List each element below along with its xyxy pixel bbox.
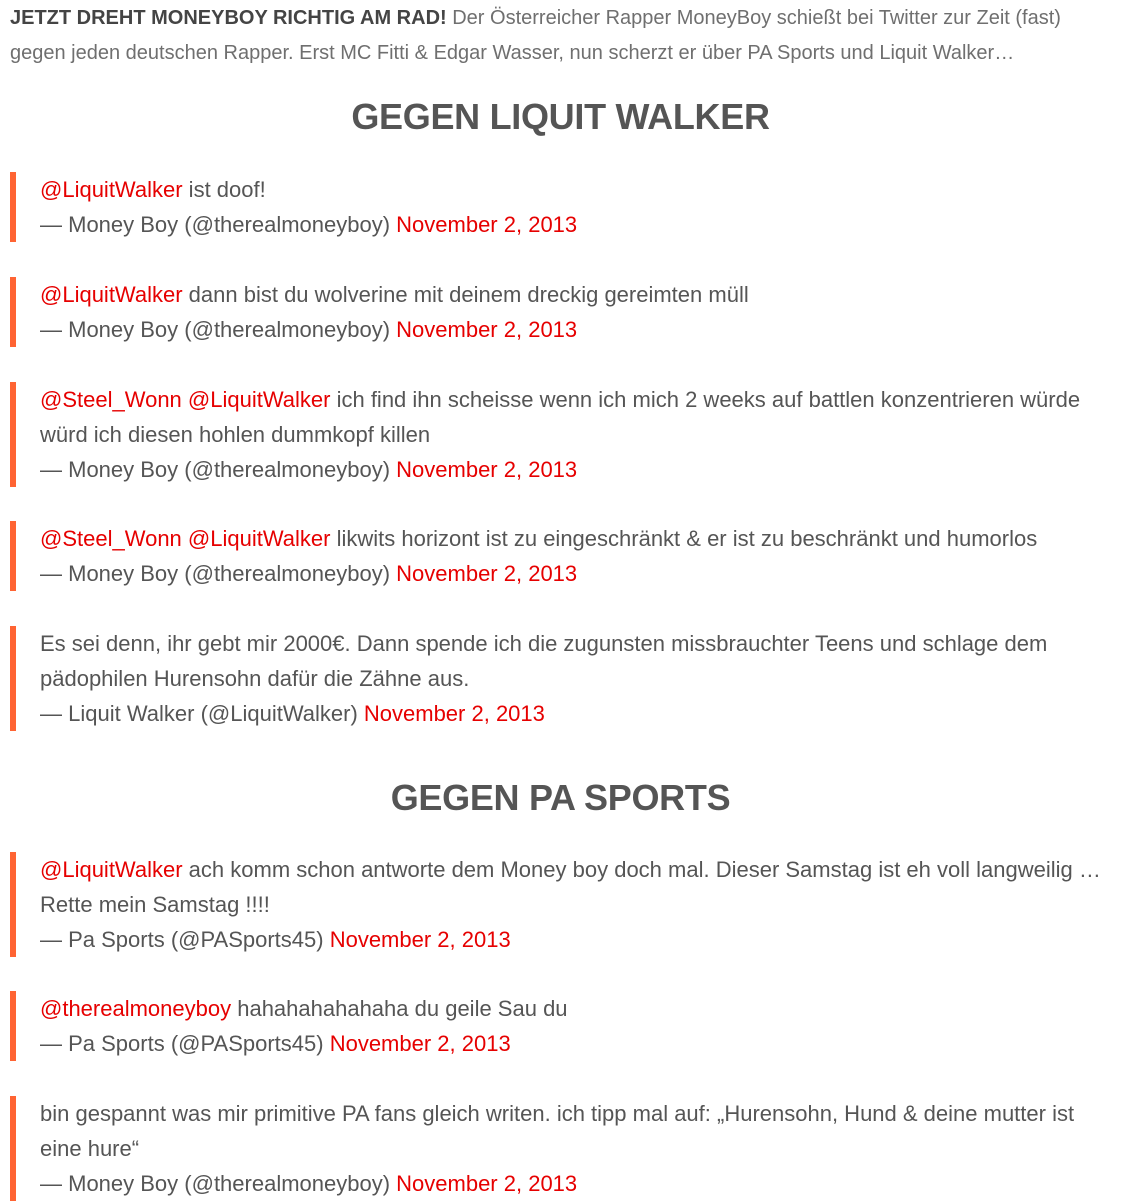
tweet-attribution [40, 207, 1115, 242]
tweet-text: ach komm schon antworte dem Money boy doch mal. Dieser Samstag ist eh voll langweilig … Rette mein Samstag !!!! [40, 857, 1101, 917]
tweet-date-link[interactable]: November 2, 2013 [329, 1031, 511, 1056]
section-heading-pa-sports: GEGEN PA SPORTS [390, 777, 731, 818]
tweet-text: likwits horizont ist zu eingeschränkt & er ist zu beschränkt und humorlos [330, 526, 1038, 551]
tweet-body [40, 626, 1115, 696]
tweet-attribution [40, 452, 1115, 487]
tweet-author: — Money Boy (@therealmoneyboy) [40, 457, 397, 482]
tweet-date-link[interactable]: November 2, 2013 [396, 317, 578, 342]
tweet-date-link[interactable]: November 2, 2013 [396, 1171, 578, 1196]
tweet-text: Es sei denn, ihr gebt mir 2000€. Dann spende ich die zugunsten missbrauchter Teens und schlage dem pädophilen Hurensohn dafür die Zähne aus. [40, 631, 1048, 691]
tweet-attribution [40, 1026, 1115, 1061]
tweet-body [40, 172, 1115, 207]
tweet-author: — Pa Sports (@PASports45) [40, 927, 330, 952]
tweet-author: — Money Boy (@therealmoneyboy) [40, 1171, 397, 1196]
tweet-date-link[interactable]: November 2, 2013 [396, 561, 578, 586]
tweet-attribution [40, 556, 1115, 591]
tweet-date-link[interactable]: November 2, 2013 [329, 927, 511, 952]
tweet-attribution [40, 922, 1115, 957]
tweet-author: — Money Boy (@therealmoneyboy) [40, 317, 397, 342]
tweet-text: hahahahahahaha du geile Sau du [231, 996, 568, 1021]
embedded-tweet [10, 521, 1115, 591]
intro-headline: JETZT DREHT MONEYBOY RICHTIG AM RAD! [10, 7, 447, 29]
tweet-attribution [40, 696, 1115, 731]
embedded-tweet [10, 277, 1115, 347]
tweet-mention-link[interactable]: @Steel_Wonn @LiquitWalker [40, 387, 331, 412]
tweet-author: — Liquit Walker (@LiquitWalker) [40, 701, 364, 726]
tweet-text: ist doof! [182, 177, 266, 202]
tweet-author: — Pa Sports (@PASports45) [40, 1031, 330, 1056]
tweet-mention-link[interactable]: @Steel_Wonn @LiquitWalker [40, 526, 331, 551]
tweet-body [40, 382, 1115, 452]
tweet-date-link[interactable]: November 2, 2013 [363, 701, 545, 726]
tweet-author: — Money Boy (@therealmoneyboy) [40, 561, 397, 586]
tweet-date-link[interactable]: November 2, 2013 [396, 457, 578, 482]
intro-text: Der Österreicher Rapper MoneyBoy schießt bei Twitter zur Zeit (fast) gegen jeden deutschen Rapper. Erst MC Fitti & Edgar Wasser, nun scherzt er über PA Sports und Liquit Walker… [10, 7, 1061, 64]
tweet-date-link[interactable]: November 2, 2013 [396, 212, 578, 237]
tweet-body [40, 521, 1115, 556]
tweet-body [40, 277, 1115, 312]
tweet-text: ich find ihn scheisse wenn ich mich 2 weeks auf battlen konzentrieren würde würd ich diesen hohlen dummkopf killen [40, 387, 1081, 447]
tweet-attribution [40, 1166, 1115, 1201]
tweet-attribution [40, 312, 1115, 347]
tweet-body [40, 852, 1115, 922]
tweet-body [40, 991, 1115, 1026]
tweet-text: dann bist du wolverine mit deinem dreckig gereimten müll [182, 282, 749, 307]
tweet-text: bin gespannt was mir primitive PA fans gleich writen. ich tipp mal auf: „Hurensohn, Hund & deine mutter ist eine hure“ [40, 1101, 1075, 1161]
embedded-tweet [10, 1096, 1115, 1201]
embedded-tweet [10, 991, 1115, 1061]
tweet-author: — Money Boy (@therealmoneyboy) [40, 212, 397, 237]
embedded-tweet [10, 626, 1115, 731]
embedded-tweet [10, 382, 1115, 487]
tweet-mention-link[interactable]: @LiquitWalker [40, 857, 183, 882]
embedded-tweet [10, 852, 1115, 957]
tweet-mention-link[interactable]: @LiquitWalker [40, 177, 183, 202]
tweet-mention-link[interactable]: @LiquitWalker [40, 282, 183, 307]
section-heading-liquit-walker: GEGEN LIQUIT WALKER [351, 96, 770, 137]
tweet-body [40, 1096, 1115, 1166]
intro-paragraph [10, 1, 1110, 71]
tweet-mention-link[interactable]: @therealmoneyboy [40, 996, 232, 1021]
embedded-tweet [10, 172, 1115, 242]
